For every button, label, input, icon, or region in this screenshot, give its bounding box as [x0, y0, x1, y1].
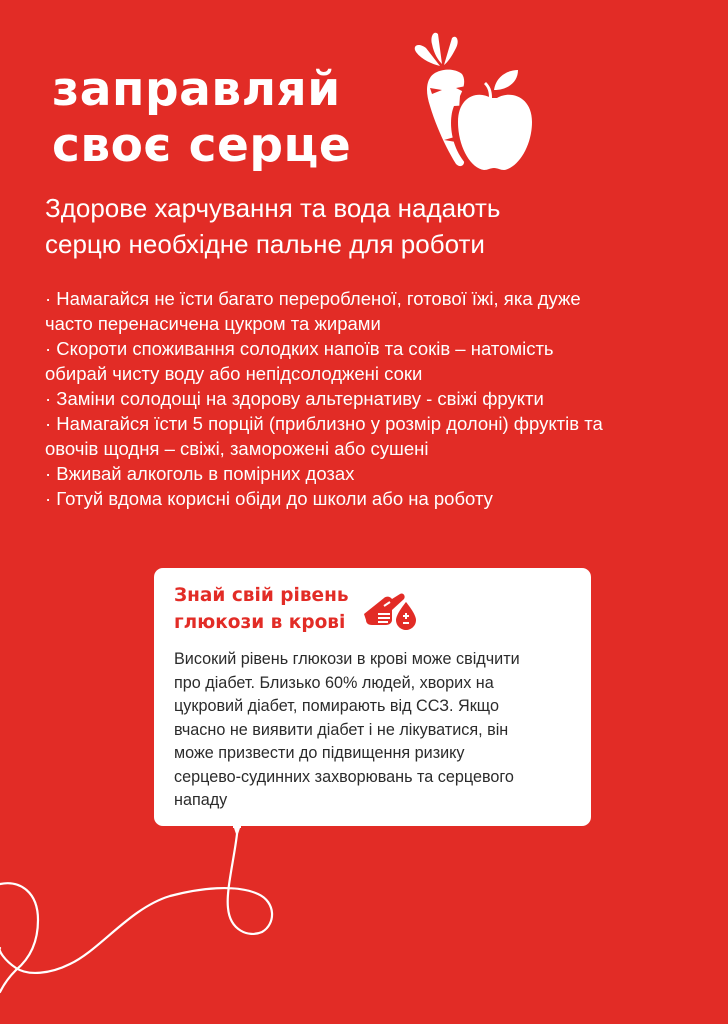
tip-line: · Заміни солодощі на здорову альтернативу - свіжі фрукти	[45, 388, 544, 409]
tip-line: · Намагайся не їсти багато переробленої, готової їжі, яка дуже	[45, 288, 581, 309]
card-body-line: може призвести до підвищення ризику	[174, 744, 465, 762]
card-title	[174, 582, 349, 636]
card-body	[174, 648, 584, 813]
tip-line: обирай чисту воду або непідсолоджені соки	[45, 363, 423, 384]
card-body-line: нападу	[174, 791, 228, 809]
card-body-line: серцево-судинних захворювань та серцевого	[174, 767, 514, 786]
subtitle-line-2: серцю необхідне пальне для роботи	[45, 229, 485, 259]
carrot-apple-icon	[408, 30, 538, 175]
card-body-line: Високий рівень глюкози в крові може свідчити	[174, 650, 520, 668]
blood-glucose-test-icon	[362, 590, 418, 632]
tips-list	[45, 286, 695, 511]
charging-cable-heart-icon	[0, 820, 300, 1024]
subtitle	[45, 190, 685, 262]
card-title-line-2: глюкози в крові	[174, 612, 346, 633]
title-line-2: своє серце	[52, 118, 352, 173]
tip-line: · Готуй вдома корисні обіди до школи або на роботу	[45, 488, 493, 509]
card-body-line: вчасно не виявити діабет і не лікуватися, він	[174, 720, 509, 739]
tip-line: овочів щодня – свіжі, заморожені або сушені	[45, 438, 429, 459]
glucose-info-card	[154, 568, 591, 826]
title-line-1: заправляй	[52, 62, 341, 117]
page-title	[52, 62, 351, 174]
tip-line: · Намагайся їсти 5 порцій (приблизно у розмір долоні) фруктів та	[45, 413, 603, 434]
subtitle-line-1: Здорове харчування та вода надають	[45, 193, 501, 223]
tip-line: · Вживай алкоголь в помірних дозах	[45, 463, 355, 484]
tip-line: · Скороти споживання солодких напоїв та соків – натомість	[45, 338, 554, 359]
card-body-line: про діабет. Близько 60% людей, хворих на	[174, 673, 494, 692]
tip-line: часто перенасичена цукром та жирами	[45, 313, 381, 334]
card-body-line: цукровий діабет, помирають від ССЗ. Якщо	[174, 697, 499, 715]
card-title-line-1: Знай свій рівень	[174, 585, 349, 606]
